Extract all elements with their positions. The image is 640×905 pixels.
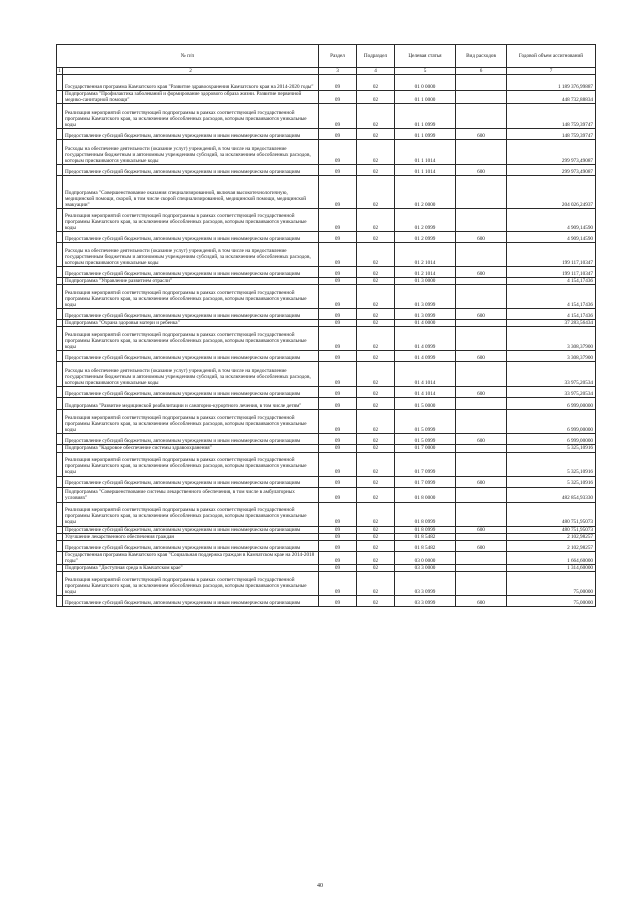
page-number: 40 bbox=[317, 883, 323, 889]
row-razdel-cell: 09 bbox=[319, 502, 357, 526]
row-razdel-cell: 09 bbox=[319, 232, 357, 243]
row-razdel-cell: 09 bbox=[319, 410, 357, 434]
row-expense-type-cell bbox=[456, 285, 507, 309]
row-target-article-cell: 01 1 1014 bbox=[395, 140, 456, 165]
row-expense-type-cell bbox=[456, 140, 507, 165]
table-row bbox=[57, 398, 596, 410]
row-name-cell: Государственная программа Камчатского края "Развитие здравоохранения Камчатского края на 2014-2020 годы" bbox=[63, 75, 319, 91]
row-razdel-cell: 09 bbox=[319, 362, 357, 387]
row-podrazdel-cell: 02 bbox=[357, 232, 395, 243]
row-razdel-cell: 09 bbox=[319, 176, 357, 209]
row-amount-cell: 75,00000 bbox=[507, 596, 596, 607]
table-row bbox=[57, 267, 596, 278]
row-expense-type-cell bbox=[456, 104, 507, 129]
row-expense-type-cell: 600 bbox=[456, 434, 507, 445]
row-target-article-cell: 01 2 0999 bbox=[395, 209, 456, 232]
row-expense-type-cell: 600 bbox=[456, 540, 507, 551]
row-expense-type-cell bbox=[456, 452, 507, 476]
row-target-article-cell: 01 4 0999 bbox=[395, 327, 456, 351]
row-razdel-cell: 09 bbox=[319, 445, 357, 452]
row-amount-cell: 199 117,10347 bbox=[507, 243, 596, 267]
row-podrazdel-cell: 02 bbox=[357, 410, 395, 434]
row-razdel-cell: 09 bbox=[319, 387, 357, 398]
row-amount-cell: 2 102,98257 bbox=[507, 533, 596, 540]
row-name-cell: Реализация мероприятий соответствующей подпрограммы в рамках соответствующей государственной программы Камчатского края, за исключением обособленных расходов, которым присваиваются уникальные коды bbox=[63, 502, 319, 526]
row-name-cell: Подпрограмма "Охрана здоровья матери и ребенка" bbox=[63, 320, 319, 327]
row-name-cell: Подпрограмма "Развитие медицинской реабилитации и санаторно-курортного лечения, в том числе детям" bbox=[63, 398, 319, 410]
row-razdel-cell: 09 bbox=[319, 564, 357, 571]
row-podrazdel-cell: 02 bbox=[357, 398, 395, 410]
row-name-cell: Предоставление субсидий бюджетным, автономным учреждениям и иным некоммерческим организациям bbox=[63, 476, 319, 487]
row-razdel-cell: 09 bbox=[319, 398, 357, 410]
budget-table bbox=[56, 44, 596, 607]
row-target-article-cell: 01 1 1014 bbox=[395, 165, 456, 176]
row-razdel-cell: 09 bbox=[319, 320, 357, 327]
budget-table-sheet bbox=[56, 44, 595, 607]
row-podrazdel-cell: 02 bbox=[357, 502, 395, 526]
header-number: № п/п bbox=[57, 45, 319, 68]
row-target-article-cell: 01 1 0999 bbox=[395, 129, 456, 140]
row-name-cell: Реализация мероприятий соответствующей подпрограммы в рамках соответствующей государственной программы Камчатского края, за исключением обособленных расходов, которым присваиваются уникальные коды bbox=[63, 104, 319, 129]
row-podrazdel-cell: 02 bbox=[357, 572, 395, 596]
row-name-cell: Реализация мероприятий соответствующей подпрограммы в рамках соответствующей государственной программы Камчатского края, за исключением обособленных расходов, которым присваиваются уникальные коды bbox=[63, 452, 319, 476]
row-podrazdel-cell: 02 bbox=[357, 434, 395, 445]
table-row bbox=[57, 91, 596, 104]
row-razdel-cell: 09 bbox=[319, 487, 357, 502]
row-amount-cell: 6 999,00000 bbox=[507, 434, 596, 445]
row-podrazdel-cell: 02 bbox=[357, 387, 395, 398]
table-row bbox=[57, 278, 596, 285]
column-index-cell: 1 bbox=[58, 68, 61, 74]
column-index-cell: 4 bbox=[357, 68, 395, 75]
row-name-cell: Предоставление субсидий бюджетным, автономным учреждениям и иным некоммерческим организациям bbox=[63, 387, 319, 398]
row-amount-cell: 480 751,95073 bbox=[507, 502, 596, 526]
row-razdel-cell: 09 bbox=[319, 267, 357, 278]
row-podrazdel-cell: 02 bbox=[357, 564, 395, 571]
row-amount-cell: 4 154,17436 bbox=[507, 278, 596, 285]
row-podrazdel-cell: 02 bbox=[357, 351, 395, 362]
row-expense-type-cell: 600 bbox=[456, 351, 507, 362]
row-podrazdel-cell: 02 bbox=[357, 309, 395, 320]
row-amount-cell: 199 117,10347 bbox=[507, 267, 596, 278]
row-podrazdel-cell: 02 bbox=[357, 243, 395, 267]
row-amount-cell: 33 975,20534 bbox=[507, 362, 596, 387]
row-podrazdel-cell: 02 bbox=[357, 596, 395, 607]
row-target-article-cell: 01 1 0999 bbox=[395, 104, 456, 129]
row-razdel-cell: 09 bbox=[319, 91, 357, 104]
row-expense-type-cell bbox=[456, 533, 507, 540]
table-row bbox=[57, 351, 596, 362]
row-amount-cell: 75,00000 bbox=[507, 572, 596, 596]
table-row bbox=[57, 209, 596, 232]
row-target-article-cell: 01 2 0999 bbox=[395, 232, 456, 243]
table-row bbox=[57, 502, 596, 526]
table-row bbox=[57, 285, 596, 309]
row-podrazdel-cell: 02 bbox=[357, 129, 395, 140]
row-target-article-cell: 01 7 0999 bbox=[395, 452, 456, 476]
row-name-cell: Расходы на обеспечение деятельности (оказание услуг) учреждений, в том числе на предоставление государственным бюджетным и автономным учреждениям субсидий, за исключением обособленных расходов, которым присваиваются уникальные коды bbox=[63, 362, 319, 387]
row-razdel-cell: 09 bbox=[319, 540, 357, 551]
row-target-article-cell: 01 8 0999 bbox=[395, 526, 456, 533]
row-amount-cell: 148 759,39747 bbox=[507, 104, 596, 129]
row-expense-type-cell: 600 bbox=[456, 129, 507, 140]
row-name-cell: Подпрограмма "Совершенствование оказания специализированной, включая высокотехнологичную, медицинской помощи, скорой, в том числе скорой специализированной, медицинской помощи, медицинской эвакуации" bbox=[63, 176, 319, 209]
row-podrazdel-cell: 02 bbox=[357, 526, 395, 533]
row-expense-type-cell bbox=[456, 564, 507, 571]
table-row bbox=[57, 564, 596, 571]
row-razdel-cell: 09 bbox=[319, 596, 357, 607]
table-row bbox=[57, 320, 596, 327]
row-name-cell: Реализация мероприятий соответствующей подпрограммы в рамках соответствующей государственной программы Камчатского края, за исключением обособленных расходов, которым присваиваются уникальные коды bbox=[63, 209, 319, 232]
row-name-cell: Подпрограмма "Управление развитием отрасли" bbox=[63, 278, 319, 285]
row-podrazdel-cell: 02 bbox=[357, 445, 395, 452]
row-expense-type-cell bbox=[456, 362, 507, 387]
table-row bbox=[57, 572, 596, 596]
row-amount-cell: 299 973,49087 bbox=[507, 165, 596, 176]
row-amount-cell: 148 759,39747 bbox=[507, 129, 596, 140]
table-row bbox=[57, 387, 596, 398]
row-name-cell: Предоставление субсидий бюджетным, автономным учреждениям и иным некоммерческим организациям bbox=[63, 267, 319, 278]
table-row bbox=[57, 476, 596, 487]
row-podrazdel-cell: 02 bbox=[357, 476, 395, 487]
row-target-article-cell: 01 2 0000 bbox=[395, 176, 456, 209]
row-podrazdel-cell: 02 bbox=[357, 327, 395, 351]
row-name-cell: Предоставление субсидий бюджетным, автономным учреждениям и иным некоммерческим организациям bbox=[63, 434, 319, 445]
row-target-article-cell: 01 2 1014 bbox=[395, 243, 456, 267]
row-name-cell: Подпрограмма "Кадровое обеспечение системы здравоохранения" bbox=[63, 445, 319, 452]
table-row bbox=[57, 452, 596, 476]
column-index-cell: 2 bbox=[63, 68, 319, 75]
row-name-cell: Предоставление субсидий бюджетным, автономным учреждениям и иным некоммерческим организациям bbox=[63, 309, 319, 320]
row-podrazdel-cell: 02 bbox=[357, 551, 395, 564]
table-row bbox=[57, 540, 596, 551]
row-razdel-cell: 09 bbox=[319, 243, 357, 267]
row-razdel-cell: 09 bbox=[319, 104, 357, 129]
table-row bbox=[57, 533, 596, 540]
row-target-article-cell: 01 8 0999 bbox=[395, 502, 456, 526]
column-index-cell: 7 bbox=[507, 68, 596, 75]
row-target-article-cell: 01 8 0000 bbox=[395, 487, 456, 502]
row-amount-cell: 33 975,20534 bbox=[507, 387, 596, 398]
row-amount-cell: 5 325,10916 bbox=[507, 476, 596, 487]
row-expense-type-cell bbox=[456, 176, 507, 209]
row-expense-type-cell: 600 bbox=[456, 476, 507, 487]
row-amount-cell: 4 154,17436 bbox=[507, 285, 596, 309]
row-target-article-cell: 03 3 0999 bbox=[395, 596, 456, 607]
row-name-cell: Улучшение лекарственного обеспечения граждан bbox=[63, 533, 319, 540]
row-target-article-cell: 01 2 1014 bbox=[395, 267, 456, 278]
table-row bbox=[57, 309, 596, 320]
row-podrazdel-cell: 02 bbox=[357, 91, 395, 104]
row-razdel-cell: 09 bbox=[319, 140, 357, 165]
row-amount-cell: 204 026,24937 bbox=[507, 176, 596, 209]
table-row bbox=[57, 327, 596, 351]
row-podrazdel-cell: 02 bbox=[357, 267, 395, 278]
row-razdel-cell: 09 bbox=[319, 75, 357, 91]
row-name-cell: Предоставление субсидий бюджетным, автономным учреждениям и иным некоммерческим организациям bbox=[63, 526, 319, 533]
column-index-cell: 5 bbox=[395, 68, 456, 75]
row-amount-cell: 1 664,60000 bbox=[507, 551, 596, 564]
row-podrazdel-cell: 02 bbox=[357, 452, 395, 476]
row-amount-cell: 37 283,56434 bbox=[507, 320, 596, 327]
row-amount-cell: 482 854,93330 bbox=[507, 487, 596, 502]
column-index-row bbox=[57, 68, 596, 75]
row-podrazdel-cell: 02 bbox=[357, 487, 395, 502]
column-index-cell: 3 bbox=[319, 68, 357, 75]
row-amount-cell: 1 189 376,99887 bbox=[507, 75, 596, 91]
row-amount-cell: 5 325,10916 bbox=[507, 452, 596, 476]
row-razdel-cell: 09 bbox=[319, 551, 357, 564]
row-expense-type-cell bbox=[456, 551, 507, 564]
row-expense-type-cell: 600 bbox=[456, 267, 507, 278]
row-target-article-cell: 01 4 1014 bbox=[395, 387, 456, 398]
row-name-cell: Предоставление субсидий бюджетным, автономным учреждениям и иным некоммерческим организациям bbox=[63, 165, 319, 176]
row-target-article-cell: 03 0 0000 bbox=[395, 551, 456, 564]
row-target-article-cell: 03 3 0000 bbox=[395, 564, 456, 571]
row-target-article-cell: 01 5 0999 bbox=[395, 434, 456, 445]
row-razdel-cell: 09 bbox=[319, 278, 357, 285]
row-expense-type-cell bbox=[456, 502, 507, 526]
row-expense-type-cell: 600 bbox=[456, 526, 507, 533]
row-razdel-cell: 09 bbox=[319, 572, 357, 596]
row-razdel-cell: 09 bbox=[319, 533, 357, 540]
row-expense-type-cell bbox=[456, 327, 507, 351]
row-target-article-cell: 03 3 0999 bbox=[395, 572, 456, 596]
row-amount-cell: 5 325,10916 bbox=[507, 445, 596, 452]
row-name-cell: Предоставление субсидий бюджетным, автономным учреждениям и иным некоммерческим организациям bbox=[63, 540, 319, 551]
row-podrazdel-cell: 02 bbox=[357, 285, 395, 309]
row-target-article-cell: 01 8 5482 bbox=[395, 540, 456, 551]
row-target-article-cell: 01 3 0999 bbox=[395, 309, 456, 320]
row-name-cell: Подпрограмма "Профилактика заболеваний и формирование здорового образа жизни. Развитие первичной медико-санитарной помощи" bbox=[63, 91, 319, 104]
table-row bbox=[57, 362, 596, 387]
row-expense-type-cell: 600 bbox=[456, 387, 507, 398]
table-row bbox=[57, 129, 596, 140]
row-target-article-cell: 01 4 0999 bbox=[395, 351, 456, 362]
row-expense-type-cell bbox=[456, 320, 507, 327]
row-razdel-cell: 09 bbox=[319, 209, 357, 232]
table-row bbox=[57, 140, 596, 165]
row-razdel-cell: 09 bbox=[319, 309, 357, 320]
table-row bbox=[57, 75, 596, 91]
row-podrazdel-cell: 02 bbox=[357, 362, 395, 387]
row-expense-type-cell: 600 bbox=[456, 309, 507, 320]
row-name-cell: Реализация мероприятий соответствующей подпрограммы в рамках соответствующей государственной программы Камчатского края, за исключением обособленных расходов, которым присваиваются уникальные коды bbox=[63, 572, 319, 596]
row-amount-cell: 448 732,88834 bbox=[507, 91, 596, 104]
row-expense-type-cell bbox=[456, 445, 507, 452]
row-name-cell: Предоставление субсидий бюджетным, автономным учреждениям и иным некоммерческим организациям bbox=[63, 129, 319, 140]
row-target-article-cell: 01 4 0000 bbox=[395, 320, 456, 327]
row-expense-type-cell bbox=[456, 410, 507, 434]
row-expense-type-cell bbox=[456, 278, 507, 285]
row-target-article-cell: 01 5 0000 bbox=[395, 398, 456, 410]
row-target-article-cell: 01 5 0999 bbox=[395, 410, 456, 434]
row-name-cell: Реализация мероприятий соответствующей подпрограммы в рамках соответствующей государственной программы Камчатского края, за исключением обособленных расходов, которым присваиваются уникальные коды bbox=[63, 285, 319, 309]
table-row bbox=[57, 243, 596, 267]
row-target-article-cell: 01 7 0999 bbox=[395, 476, 456, 487]
row-razdel-cell: 09 bbox=[319, 285, 357, 309]
table-row bbox=[57, 176, 596, 209]
table-row bbox=[57, 104, 596, 129]
row-amount-cell: 1 314,60000 bbox=[507, 564, 596, 571]
row-amount-cell: 4 909,14590 bbox=[507, 209, 596, 232]
table-row bbox=[57, 165, 596, 176]
row-razdel-cell: 09 bbox=[319, 526, 357, 533]
row-name-cell: Реализация мероприятий соответствующей подпрограммы в рамках соответствующей государственной программы Камчатского края, за исключением обособленных расходов, которым присваиваются уникальные коды bbox=[63, 410, 319, 434]
row-expense-type-cell: 600 bbox=[456, 596, 507, 607]
row-amount-cell: 6 999,00000 bbox=[507, 398, 596, 410]
row-podrazdel-cell: 02 bbox=[357, 533, 395, 540]
row-name-cell: Подпрограмма "Совершенствование системы лекарственного обеспечения, в том числе в амбулаторных условиях" bbox=[63, 487, 319, 502]
row-name-cell: Предоставление субсидий бюджетным, автономным учреждениям и иным некоммерческим организациям bbox=[63, 232, 319, 243]
row-expense-type-cell bbox=[456, 243, 507, 267]
row-expense-type-cell bbox=[456, 487, 507, 502]
table-row bbox=[57, 551, 596, 564]
row-amount-cell: 3 308,37900 bbox=[507, 327, 596, 351]
row-target-article-cell: 01 0 0000 bbox=[395, 75, 456, 91]
row-razdel-cell: 09 bbox=[319, 476, 357, 487]
row-expense-type-cell bbox=[456, 75, 507, 91]
row-expense-type-cell: 600 bbox=[456, 165, 507, 176]
table-row bbox=[57, 410, 596, 434]
table-row bbox=[57, 445, 596, 452]
row-target-article-cell: 01 4 1014 bbox=[395, 362, 456, 387]
row-amount-cell: 480 751,95073 bbox=[507, 526, 596, 533]
row-podrazdel-cell: 02 bbox=[357, 104, 395, 129]
row-podrazdel-cell: 02 bbox=[357, 278, 395, 285]
table-row bbox=[57, 526, 596, 533]
row-name-cell: Предоставление субсидий бюджетным, автономным учреждениям и иным некоммерческим организациям bbox=[63, 351, 319, 362]
row-target-article-cell: 01 7 0000 bbox=[395, 445, 456, 452]
row-target-article-cell: 01 3 0999 bbox=[395, 285, 456, 309]
row-podrazdel-cell: 02 bbox=[357, 176, 395, 209]
row-target-article-cell: 01 8 5482 bbox=[395, 533, 456, 540]
row-amount-cell: 4 909,14590 bbox=[507, 232, 596, 243]
row-razdel-cell: 09 bbox=[319, 165, 357, 176]
row-amount-cell: 3 308,37900 bbox=[507, 351, 596, 362]
row-name-cell: Реализация мероприятий соответствующей подпрограммы в рамках соответствующей государственной программы Камчатского края, за исключением обособленных расходов, которым присваиваются уникальные коды bbox=[63, 327, 319, 351]
row-name-cell: Государственная программа Камчатского края "Социальная поддержка граждан в Камчатском крае на 2014-2018 годы" bbox=[63, 551, 319, 564]
row-podrazdel-cell: 02 bbox=[357, 540, 395, 551]
row-expense-type-cell bbox=[456, 572, 507, 596]
table-row bbox=[57, 434, 596, 445]
row-expense-type-cell bbox=[456, 209, 507, 232]
row-razdel-cell: 09 bbox=[319, 434, 357, 445]
header-expense-type: Вид расходов bbox=[456, 45, 507, 68]
column-index-cell: 6 bbox=[456, 68, 507, 75]
row-razdel-cell: 09 bbox=[319, 351, 357, 362]
table-row bbox=[57, 232, 596, 243]
row-name-cell: Подпрограмма "Доступная среда в Камчатском крае" bbox=[63, 564, 319, 571]
header-target-article: Целевая статья bbox=[395, 45, 456, 68]
row-amount-cell: 6 999,00000 bbox=[507, 410, 596, 434]
header-row bbox=[57, 45, 596, 68]
row-amount-cell: 2 102,98257 bbox=[507, 540, 596, 551]
header-podrazdel: Подраздел bbox=[357, 45, 395, 68]
row-target-article-cell: 01 3 0000 bbox=[395, 278, 456, 285]
row-name-cell: Расходы на обеспечение деятельности (оказание услуг) учреждений, в том числе на предоставление государственным бюджетным и автономным учреждениям субсидий, за исключением обособленных расходов, которым присваиваются уникальные коды bbox=[63, 243, 319, 267]
row-target-article-cell: 01 1 0000 bbox=[395, 91, 456, 104]
row-expense-type-cell bbox=[456, 398, 507, 410]
row-razdel-cell: 09 bbox=[319, 129, 357, 140]
header-razdel: Раздел bbox=[319, 45, 357, 68]
row-podrazdel-cell: 02 bbox=[357, 140, 395, 165]
table-body bbox=[57, 68, 596, 607]
row-podrazdel-cell: 02 bbox=[357, 320, 395, 327]
table-row bbox=[57, 596, 596, 607]
row-name-cell: Расходы на обеспечение деятельности (оказание услуг) учреждений, в том числе на предоставление государственным бюджетным и автономным учреждениям субсидий, за исключением обособленных расходов, которым присваиваются уникальные коды bbox=[63, 140, 319, 165]
row-amount-cell: 299 973,49087 bbox=[507, 140, 596, 165]
row-podrazdel-cell: 02 bbox=[357, 209, 395, 232]
row-podrazdel-cell: 02 bbox=[357, 75, 395, 91]
row-razdel-cell: 09 bbox=[319, 452, 357, 476]
row-name-cell: Предоставление субсидий бюджетным, автономным учреждениям и иным некоммерческим организациям bbox=[63, 596, 319, 607]
header-annual-amount: Годовой объем ассигнований bbox=[507, 45, 596, 68]
row-expense-type-cell: 600 bbox=[456, 232, 507, 243]
row-razdel-cell: 09 bbox=[319, 327, 357, 351]
row-amount-cell: 4 154,17436 bbox=[507, 309, 596, 320]
table-row bbox=[57, 487, 596, 502]
row-podrazdel-cell: 02 bbox=[357, 165, 395, 176]
row-expense-type-cell bbox=[456, 91, 507, 104]
